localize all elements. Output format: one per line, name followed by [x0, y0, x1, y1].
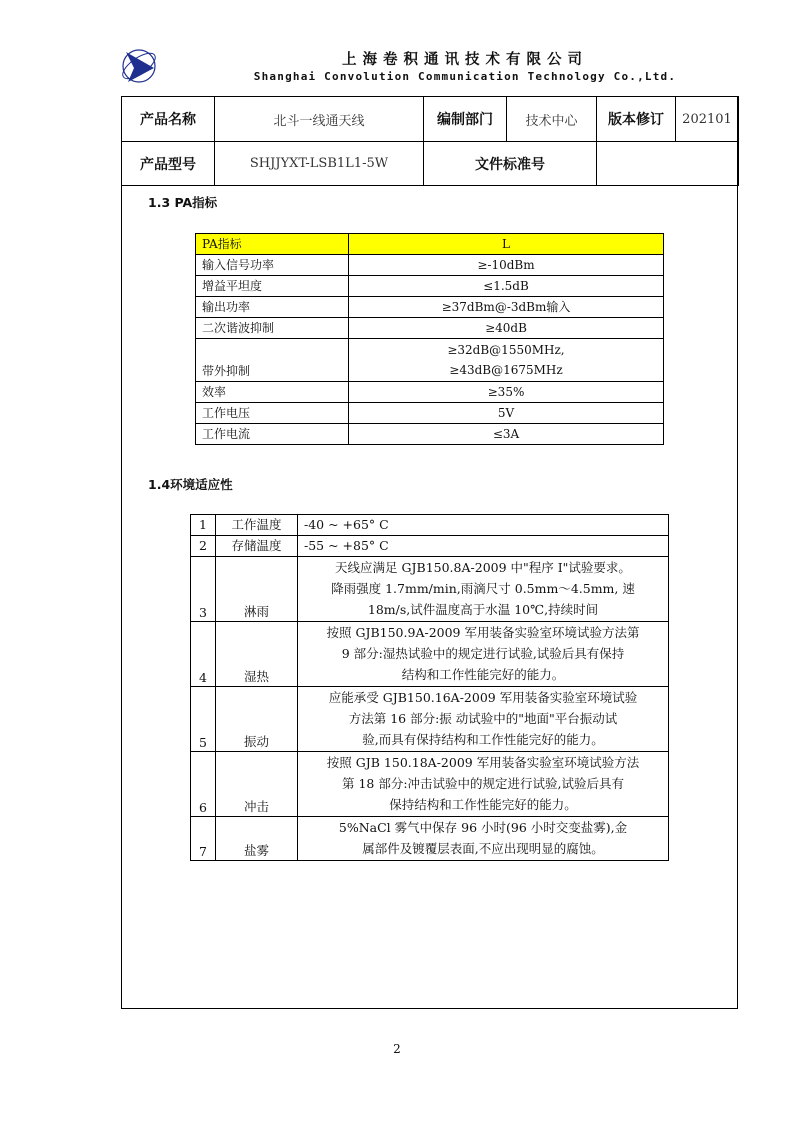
table-row [191, 515, 669, 536]
env-section-title: 1.4环境适应性 [148, 477, 233, 492]
table-row [191, 687, 669, 752]
pa-header-name: PA指标 [196, 234, 349, 255]
pa-param-value: 5V [349, 403, 664, 424]
pa-param-value: ≤3A [349, 424, 664, 445]
company-name-en: Shanghai Convolution Communication Technology Co.,Ltd. [253, 70, 677, 83]
row-number: 2 [191, 536, 216, 557]
description-line: 按照 GJB150.9A-2009 军用装备实验室环境试验方法第 [326, 625, 640, 640]
table-row [196, 297, 664, 318]
dept-value: 技术中心 [507, 97, 597, 142]
description-line: 应能承受 GJB150.16A-2009 军用装备实验室环境试验 [328, 690, 638, 705]
test-description: -40 ~ +65° C [298, 515, 669, 536]
pa-value-line: ≥43dB@1675MHz [449, 363, 563, 377]
description-line: 5%NaCl 雾气中保存 96 小时(96 小时交变盐雾),金 [338, 820, 628, 835]
description-line: 降雨强度 1.7mm/min,雨滴尺寸 0.5mm～4.5mm, 速 [331, 581, 635, 596]
test-description [298, 557, 669, 622]
pa-header-value: L [349, 234, 664, 255]
std-value [597, 142, 739, 186]
pa-param-value: ≤1.5dB [349, 276, 664, 297]
company-name-cn: 上海卷积通讯技术有限公司 [342, 52, 588, 68]
table-row [191, 536, 669, 557]
description-line: 属部件及镀覆层表面,不应出现明显的腐蚀。 [362, 841, 604, 856]
row-number: 5 [191, 687, 216, 752]
row-number: 6 [191, 752, 216, 817]
row-number: 1 [191, 515, 216, 536]
pa-param-value: ≥35% [349, 382, 664, 403]
pa-param-name: 工作电流 [196, 424, 349, 445]
page-number: 2 [393, 1042, 401, 1056]
description-line: 方法第 16 部分:振 动试验中的"地面"平台振动试 [348, 711, 618, 726]
pa-param-value: ≥40dB [349, 318, 664, 339]
description-line: 按照 GJB 150.18A-2009 军用装备实验室环境试验方法 [326, 755, 640, 770]
dept-label: 编制部门 [424, 97, 507, 142]
pa-param-value: ≥37dBm@-3dBm输入 [349, 297, 664, 318]
pa-param-name: 输入信号功率 [196, 255, 349, 276]
model-label: 产品型号 [122, 142, 215, 186]
version-label: 版本修订 [597, 97, 676, 142]
test-name: 淋雨 [216, 557, 298, 622]
table-row [191, 817, 669, 861]
std-label: 文件标准号 [424, 142, 597, 186]
row-number: 3 [191, 557, 216, 622]
pa-section-title: 1.3 PA指标 [148, 195, 218, 210]
test-name: 湿热 [216, 622, 298, 687]
description-line: 保持结构和工作性能完好的能力。 [389, 797, 577, 812]
table-row [196, 382, 664, 403]
test-description: -55 ~ +85° C [298, 536, 669, 557]
pa-param-value: ≥-10dBm [349, 255, 664, 276]
table-row [191, 557, 669, 622]
table-row [191, 752, 669, 817]
environment-table [190, 514, 669, 861]
test-name: 盐雾 [216, 817, 298, 861]
version-value: 202101 [676, 97, 739, 142]
table-row [196, 255, 664, 276]
test-name: 存储温度 [216, 536, 298, 557]
test-description [298, 817, 669, 861]
test-name: 冲击 [216, 752, 298, 817]
test-description [298, 687, 669, 752]
test-description [298, 622, 669, 687]
pa-param-name: 二次谐波抑制 [196, 318, 349, 339]
test-name: 振动 [216, 687, 298, 752]
pa-param-name: 工作电压 [196, 403, 349, 424]
pa-param-name: 效率 [196, 382, 349, 403]
description-line: 验,而具有保持结构和工作性能完好的能力。 [362, 732, 604, 747]
pa-param-name: 输出功率 [196, 297, 349, 318]
product-name-value: 北斗一线通天线 [215, 97, 424, 142]
table-row [191, 622, 669, 687]
row-number: 4 [191, 622, 216, 687]
description-line: 天线应满足 GJB150.8A-2009 中"程序 I"试验要求。 [335, 560, 631, 575]
table-row [196, 339, 664, 382]
table-row [196, 403, 664, 424]
description-line: 9 部分:湿热试验中的规定进行试验,试验后具有保持 [341, 646, 625, 661]
pa-header-row [196, 234, 664, 255]
model-value: SHJJYXT-LSB1L1-5W [215, 142, 424, 186]
table-row [196, 276, 664, 297]
table-row [196, 318, 664, 339]
test-name: 工作温度 [216, 515, 298, 536]
test-description [298, 752, 669, 817]
company-logo-icon [118, 44, 160, 88]
pa-param-name: 带外抑制 [196, 339, 349, 382]
description-line: 第 18 部分:冲击试验中的规定进行试验,试验后具有 [341, 776, 625, 791]
pa-param-name: 增益平坦度 [196, 276, 349, 297]
description-line: 18m/s,试件温度高于水温 10℃,持续时间 [367, 602, 599, 617]
product-info-table [121, 96, 739, 186]
pa-value-line: ≥32dB@1550MHz, [447, 343, 565, 357]
row-number: 7 [191, 817, 216, 861]
description-line: 结构和工作性能完好的能力。 [401, 667, 565, 682]
product-name-label: 产品名称 [122, 97, 215, 142]
pa-param-value [349, 339, 664, 382]
table-row [196, 424, 664, 445]
pa-spec-table [195, 233, 664, 445]
